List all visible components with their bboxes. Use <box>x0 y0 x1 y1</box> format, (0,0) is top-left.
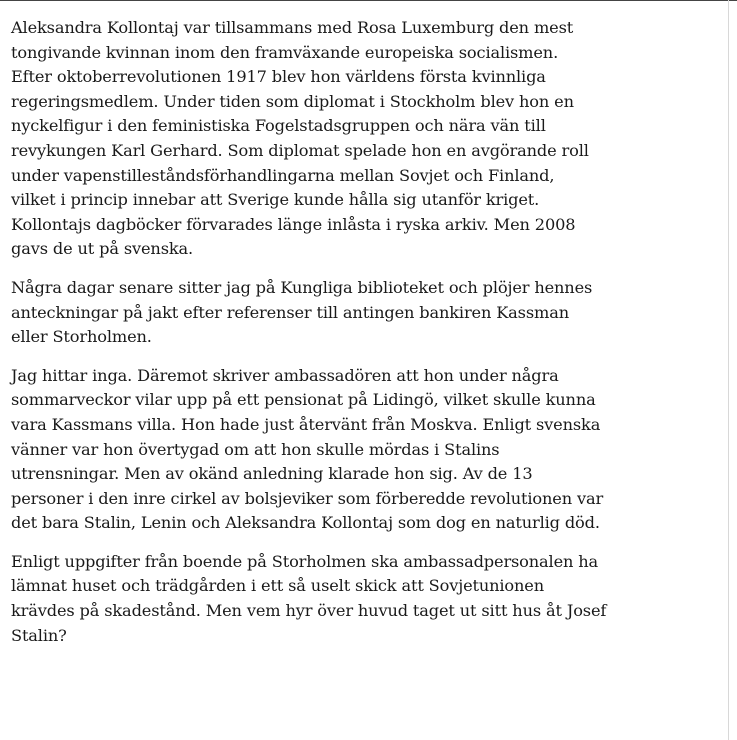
right-border <box>728 0 729 740</box>
paragraph-kollontaj-intro: Aleksandra Kollontaj var tillsammans med Rosa Luxemburg den mest tongivande kvinnan inom den framväxande europeiska socialismen. Efter oktoberrevolutionen 1917 blev hon världens första kvinnliga regeringsmedlem. Under tiden som diplomat i Stockholm blev hon en nyckelfigur i den feministiska Fogelstadsgruppen och nära vän till revykungen Karl Gerhard. Som diplomat spelade hon en avgörande roll under vapenstilleståndsförhandlingarna mellan Sovjet och Finland, vilket i princip innebar att Sverige kunde hålla sig utanför kriget. Kollontajs dagböcker förvarades länge inlåsta i ryska arkiv. Men 2008 gavs de ut på svenska. <box>11 18 589 259</box>
paragraph-lidingo-pensionat: Jag hittar inga. Däremot skriver ambassadören att hon under några sommarveckor vilar upp på ett pensionat på Lidingö, vilket skulle kunna vara Kassmans villa. Hon hade just återvänt från Moskva. Enligt svenska vänner var hon övertygad om att hon skulle mördas i Stalins utrensningar. Men av okänd anledning klarade hon sig. Av de 13 personer i den inre cirkel av bolsjeviker som förberedde revolutionen var det bara Stalin, Lenin och Aleksandra Kollontaj som dog en naturlig död. <box>11 365 604 533</box>
paragraph-kungliga-biblioteket: Några dagar senare sitter jag på Kungliga biblioteket och plöjer hennes anteckningar på jakt efter referenser till antingen bankiren Kassman eller Storholmen. <box>11 277 593 347</box>
top-divider <box>0 0 737 1</box>
article-body <box>11 16 716 662</box>
paragraph-storholmen-damages: Enligt uppgifter från boende på Storholmen ska ambassadpersonalen ha lämnat huset och trädgården i ett så uselt skick att Sovjetunionen krävdes på skadestånd. Men vem hyr över huvud taget ut sitt hus åt Josef Stalin? <box>11 551 607 645</box>
